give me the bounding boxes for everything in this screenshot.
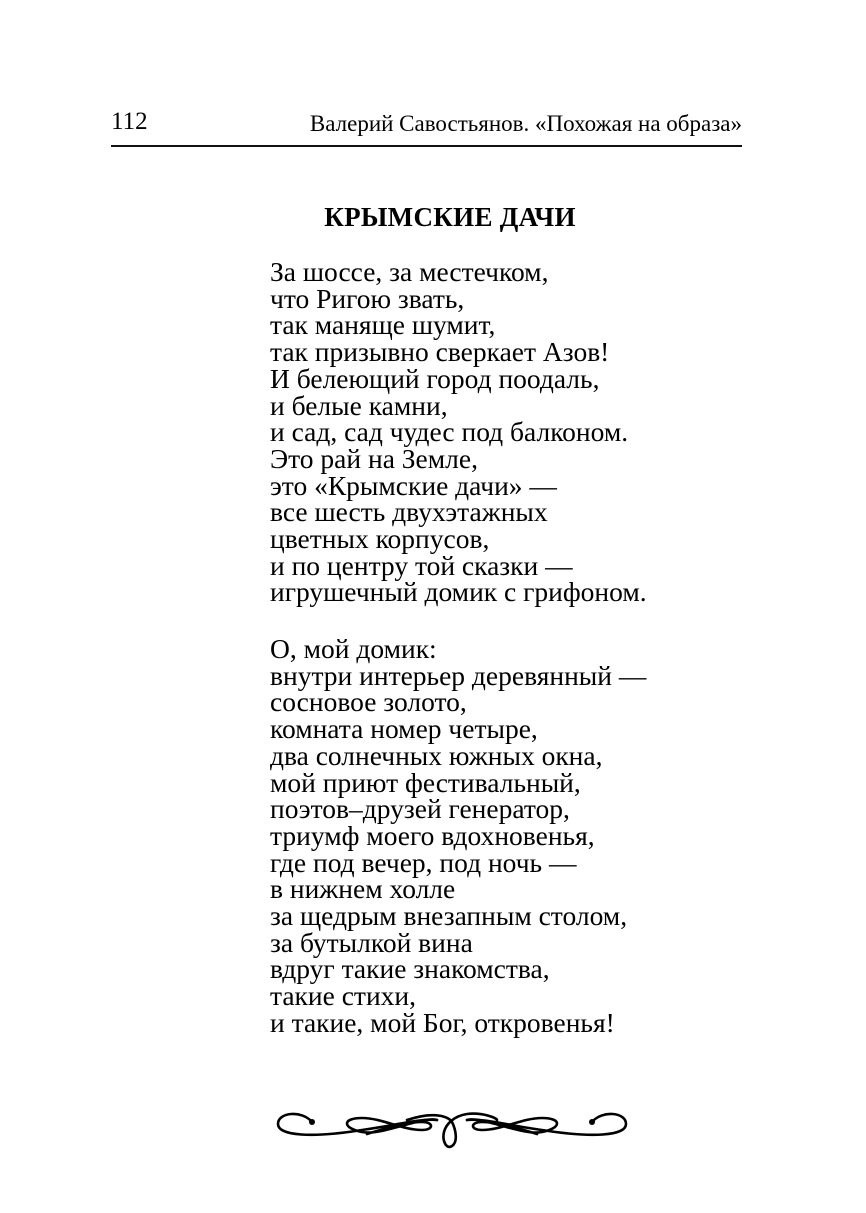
poem-line: вдруг такие знакомства, <box>270 953 550 985</box>
poem-line: сосновое золото, <box>270 686 467 718</box>
flourish-divider-icon <box>272 1096 632 1152</box>
poem-line: О, мой домик: <box>270 633 437 664</box>
poem-line: игрушечный домик с грифоном. <box>270 576 647 608</box>
poem-line: все шесть двухэтажных <box>270 496 548 528</box>
poem-line: это «Крымские дачи» — <box>270 469 557 501</box>
poem-line: поэтов–друзей генератор, <box>270 793 570 825</box>
poem-line: за щедрым внезапным столом, <box>270 900 628 932</box>
poem-line: Это рай на Земле, <box>270 442 478 474</box>
poem-line: что Ригою звать, <box>270 282 465 314</box>
poem-line: триумф моего вдохновенья, <box>270 819 595 851</box>
header-rule <box>111 145 742 147</box>
running-head: Валерий Савостьянов. «Похожая на образа» <box>309 111 742 136</box>
poem-line: внутри интерьер деревянный — <box>270 659 647 691</box>
page-number: 112 <box>111 108 148 135</box>
poem-line: и по центру той сказки — <box>270 549 573 581</box>
poem-title: КРЫМСКИЕ ДАЧИ <box>324 202 576 232</box>
stanza-1 <box>270 256 647 608</box>
poem-line: комната номер четыре, <box>270 713 538 745</box>
poem-line: и белые камни, <box>270 389 448 421</box>
poem-line: и такие, мой Бог, откровенья! <box>270 1006 615 1038</box>
poem-line: так призывно сверкает Азов! <box>270 336 610 368</box>
poem-line: За шоссе, за местечком, <box>270 256 549 287</box>
poem-line: два солнечных южных окна, <box>270 739 603 771</box>
poem-line: где под вечер, под ночь — <box>270 846 577 878</box>
poem-line: и сад, сад чудес под балконом. <box>270 416 629 448</box>
poem-line: мой приют фестивальный, <box>270 766 581 798</box>
stanza-2 <box>270 633 647 1038</box>
poem-line: так маняще шумит, <box>270 309 496 341</box>
poem-line: в нижнем холле <box>270 873 456 905</box>
poem-line: такие стихи, <box>270 980 416 1012</box>
poem-line: за бутылкой вина <box>270 926 473 958</box>
poem-line: цветных корпусов, <box>270 523 490 555</box>
poem-line: И белеющий город поодаль, <box>270 362 600 394</box>
